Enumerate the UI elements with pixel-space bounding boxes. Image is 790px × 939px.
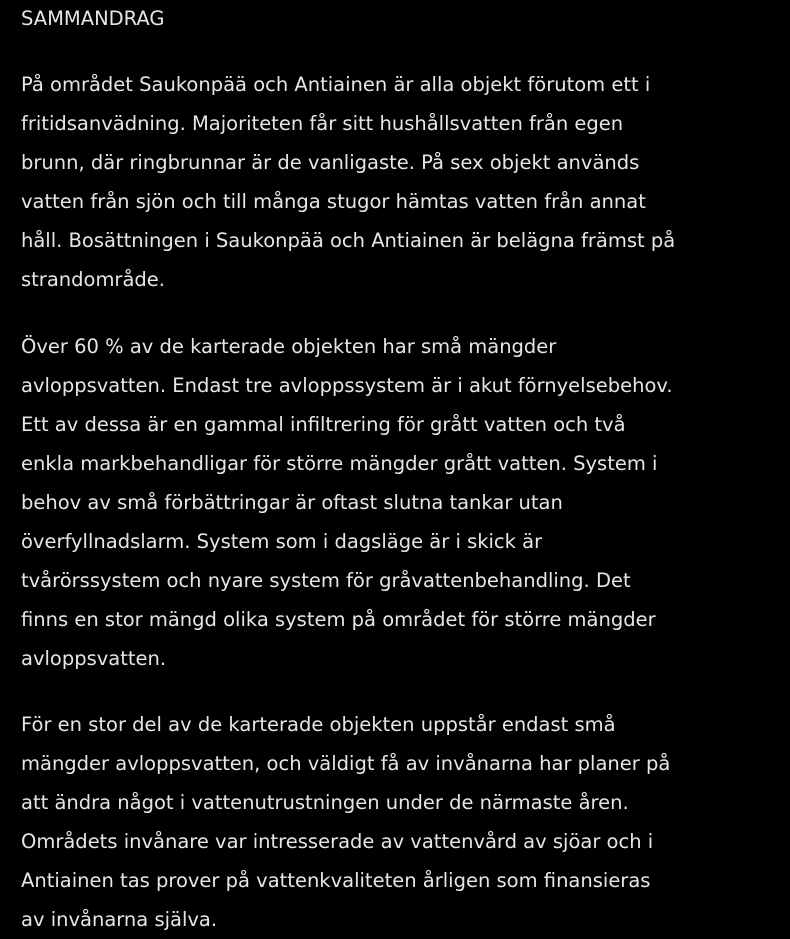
paragraph-line: att ändra något i vattenutrustningen under de närmaste åren. <box>21 791 629 814</box>
paragraph-3 <box>21 705 781 939</box>
paragraph-line: behov av små förbättringar är oftast slutna tankar utan <box>21 491 563 514</box>
paragraph-2 <box>21 327 781 678</box>
paragraph-line: För en stor del av de karterade objekten uppstår endast små <box>21 713 616 736</box>
paragraph-line: fritidsanvädning. Majoriteten får sitt hushållsvatten från egen <box>21 112 624 135</box>
paragraph-line: brunn, där ringbrunnar är de vanligaste. På sex objekt används <box>21 151 640 174</box>
paragraph-line: överfyllnadslarm. System som i dagsläge är i skick är <box>21 530 543 553</box>
paragraph-line: enkla markbehandligar för större mängder grått vatten. System i <box>21 452 658 475</box>
paragraph-line: av invånarna själva. <box>21 908 218 931</box>
paragraph-line: avloppsvatten. <box>21 647 167 670</box>
paragraph-line: håll. Bosättningen i Saukonpää och Antiainen är belägna främst på <box>21 229 676 252</box>
paragraph-line: Antiainen tas prover på vattenkvaliteten årligen som finansieras <box>21 869 651 892</box>
paragraph-line: vatten från sjön och till många stugor hämtas vatten från annat <box>21 190 646 213</box>
paragraph-line: Ett av dessa är en gammal infiltrering för grått vatten och två <box>21 413 626 436</box>
paragraph-line: mängder avloppsvatten, och väldigt få av invånarna har planer på <box>21 752 671 775</box>
paragraph-line: finns en stor mängd olika system på området för större mängder <box>21 608 656 631</box>
paragraph-line: Över 60 % av de karterade objekten har små mängder <box>21 335 557 358</box>
paragraph-line: strandområde. <box>21 268 165 291</box>
document-page <box>21 0 781 931</box>
paragraph-1 <box>21 65 781 299</box>
paragraph-line: Områdets invånare var intresserade av vattenvård av sjöar och i <box>21 830 654 853</box>
paragraph-line: tvårörssystem och nyare system för gråvattenbehandling. Det <box>21 569 631 592</box>
section-heading: SAMMANDRAG <box>21 7 165 30</box>
paragraph-line: avloppsvatten. Endast tre avloppssystem är i akut förnyelsebehov. <box>21 374 673 397</box>
paragraph-line: På området Saukonpää och Antiainen är alla objekt förutom ett i <box>21 73 651 96</box>
